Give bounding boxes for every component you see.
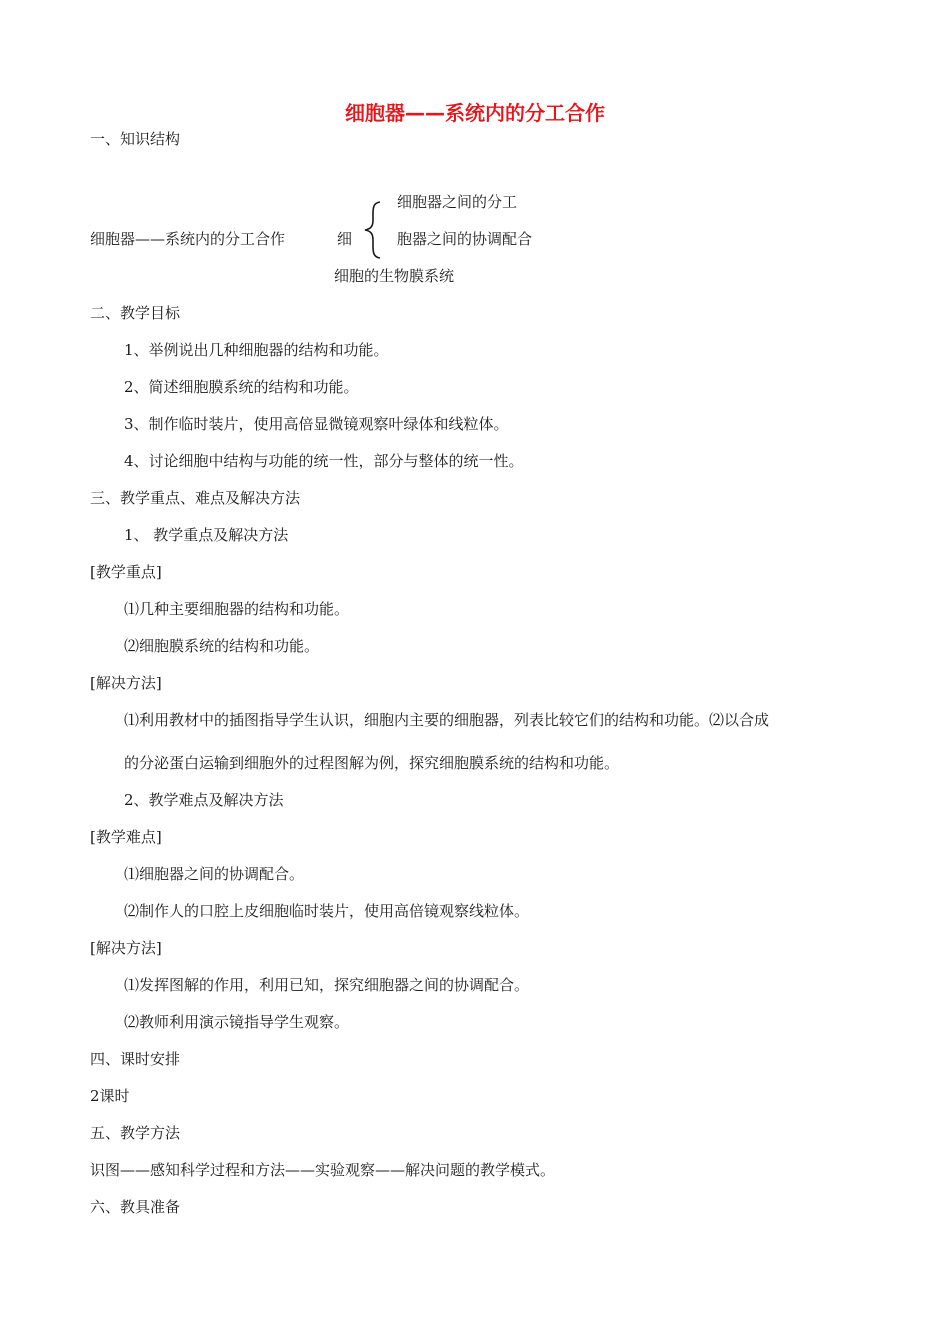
list-item: 1、举例说出几种细胞器的结构和功能。	[124, 341, 389, 359]
sub-heading: 2、教学难点及解决方法	[124, 791, 284, 809]
section-heading: 三、教学重点、难点及解决方法	[90, 489, 301, 507]
paragraph-line: 的分泌蛋白运输到细胞外的过程图解为例，探究细胞膜系统的结构和功能。	[124, 754, 620, 772]
list-item: 4、讨论细胞中结构与功能的统一性，部分与整体的统一性。	[124, 452, 524, 470]
section-heading: 四、课时安排	[90, 1050, 181, 1068]
section-heading: 六、教具准备	[90, 1198, 181, 1216]
diagram-prefix: 细	[337, 230, 353, 248]
list-item: ⑵细胞膜系统的结构和功能。	[124, 637, 320, 655]
section-heading: 五、教学方法	[90, 1124, 181, 1142]
diagram-bottom: 细胞的生物膜系统	[334, 267, 455, 285]
sub-heading: 1、 教学重点及解决方法	[124, 526, 289, 544]
list-item: ⑴几种主要细胞器的结构和功能。	[124, 600, 350, 618]
section-heading: 一、知识结构	[90, 130, 181, 148]
diagram-branch: 胞器之间的协调配合	[397, 230, 533, 248]
bracket-label: [解决方法]	[90, 939, 162, 957]
paragraph-line: 2课时	[90, 1087, 130, 1105]
page-title: 细胞器——系统内的分工合作	[345, 101, 605, 125]
list-item: 3、制作临时装片，使用高倍显微镜观察叶绿体和线粒体。	[124, 415, 509, 433]
list-item: 2、简述细胞膜系统的结构和功能。	[124, 378, 359, 396]
diagram-root: 细胞器——系统内的分工合作	[90, 230, 286, 248]
bracket-label: [教学重点]	[90, 563, 162, 581]
curly-brace-icon	[362, 200, 384, 260]
bracket-label: [解决方法]	[90, 674, 162, 692]
list-item: ⑵教师利用演示镜指导学生观察。	[124, 1013, 350, 1031]
bracket-label: [教学难点]	[90, 828, 162, 846]
list-item: ⑴发挥图解的作用，利用已知，探究细胞器之间的协调配合。	[124, 976, 530, 994]
diagram-branch: 细胞器之间的分工	[397, 193, 518, 211]
paragraph-line: ⑴利用教材中的插图指导学生认识，细胞内主要的细胞器，列表比较它们的结构和功能。⑵以合成	[124, 711, 770, 729]
list-item: ⑴细胞器之间的协调配合。	[124, 865, 305, 883]
section-heading: 二、教学目标	[90, 304, 181, 322]
list-item: ⑵制作人的口腔上皮细胞临时装片，使用高倍镜观察线粒体。	[124, 902, 530, 920]
paragraph-line: 识图——感知科学过程和方法——实验观察——解决问题的教学模式。	[90, 1161, 556, 1179]
